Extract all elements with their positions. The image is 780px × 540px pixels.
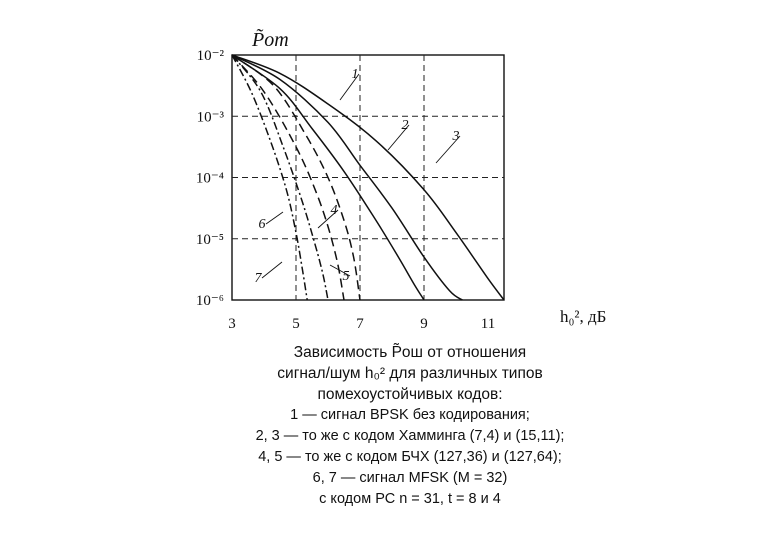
- y-tick-labels: [196, 48, 225, 309]
- curve-label-4: 4: [330, 203, 338, 218]
- x-tick-label: 11: [480, 316, 496, 332]
- y-tick-label: 10⁻⁶: [195, 293, 224, 309]
- curve-label-2: 2: [401, 118, 409, 133]
- curve-leader-6: [266, 212, 283, 224]
- x-tick-label: 9: [420, 316, 428, 332]
- legend-item-1: 1 — сигнал BPSK без кодирования;: [290, 407, 530, 423]
- x-tick-label: 7: [356, 316, 364, 332]
- curve-label-1: 1: [351, 67, 359, 82]
- legend-item-6-7-cont: с кодом РС n = 31, t = 8 и 4: [319, 491, 501, 507]
- curve-label-7: 7: [254, 271, 262, 286]
- legend-item-6-7: 6, 7 — сигнал MFSK (M = 32): [312, 470, 508, 486]
- y-tick-label: 10⁻⁵: [195, 231, 224, 248]
- x-axis-label: h₀², дБ: [560, 307, 607, 326]
- y-axis-label: P̃от: [252, 29, 289, 51]
- figure-caption: [200, 342, 620, 510]
- x-tick-label: 5: [292, 316, 300, 332]
- caption-line-2: сигнал/шум h₀² для различных типов: [277, 365, 543, 382]
- y-tick-label: 10⁻³: [196, 109, 224, 126]
- curve-label-6: 6: [258, 217, 266, 232]
- curve-leader-7: [262, 262, 282, 278]
- curve-label-5: 5: [342, 269, 350, 284]
- caption-line-1: Зависимость P̃ош от отношения: [293, 344, 527, 361]
- legend-item-2-3: 2, 3 — то же с кодом Хамминга (7,4) и (15,11);: [255, 428, 565, 444]
- caption-line-3: помехоустойчивых кодов:: [317, 386, 503, 403]
- grid: [232, 55, 504, 300]
- y-tick-label: 10⁻²: [196, 48, 224, 64]
- legend-item-4-5: 4, 5 — то же с кодом БЧХ (127,36) и (127,64);: [258, 449, 562, 465]
- curve-label-3: 3: [452, 129, 460, 144]
- x-tick-labels: [228, 316, 495, 332]
- x-tick-label: 3: [228, 316, 236, 332]
- y-tick-label: 10⁻⁴: [195, 170, 224, 187]
